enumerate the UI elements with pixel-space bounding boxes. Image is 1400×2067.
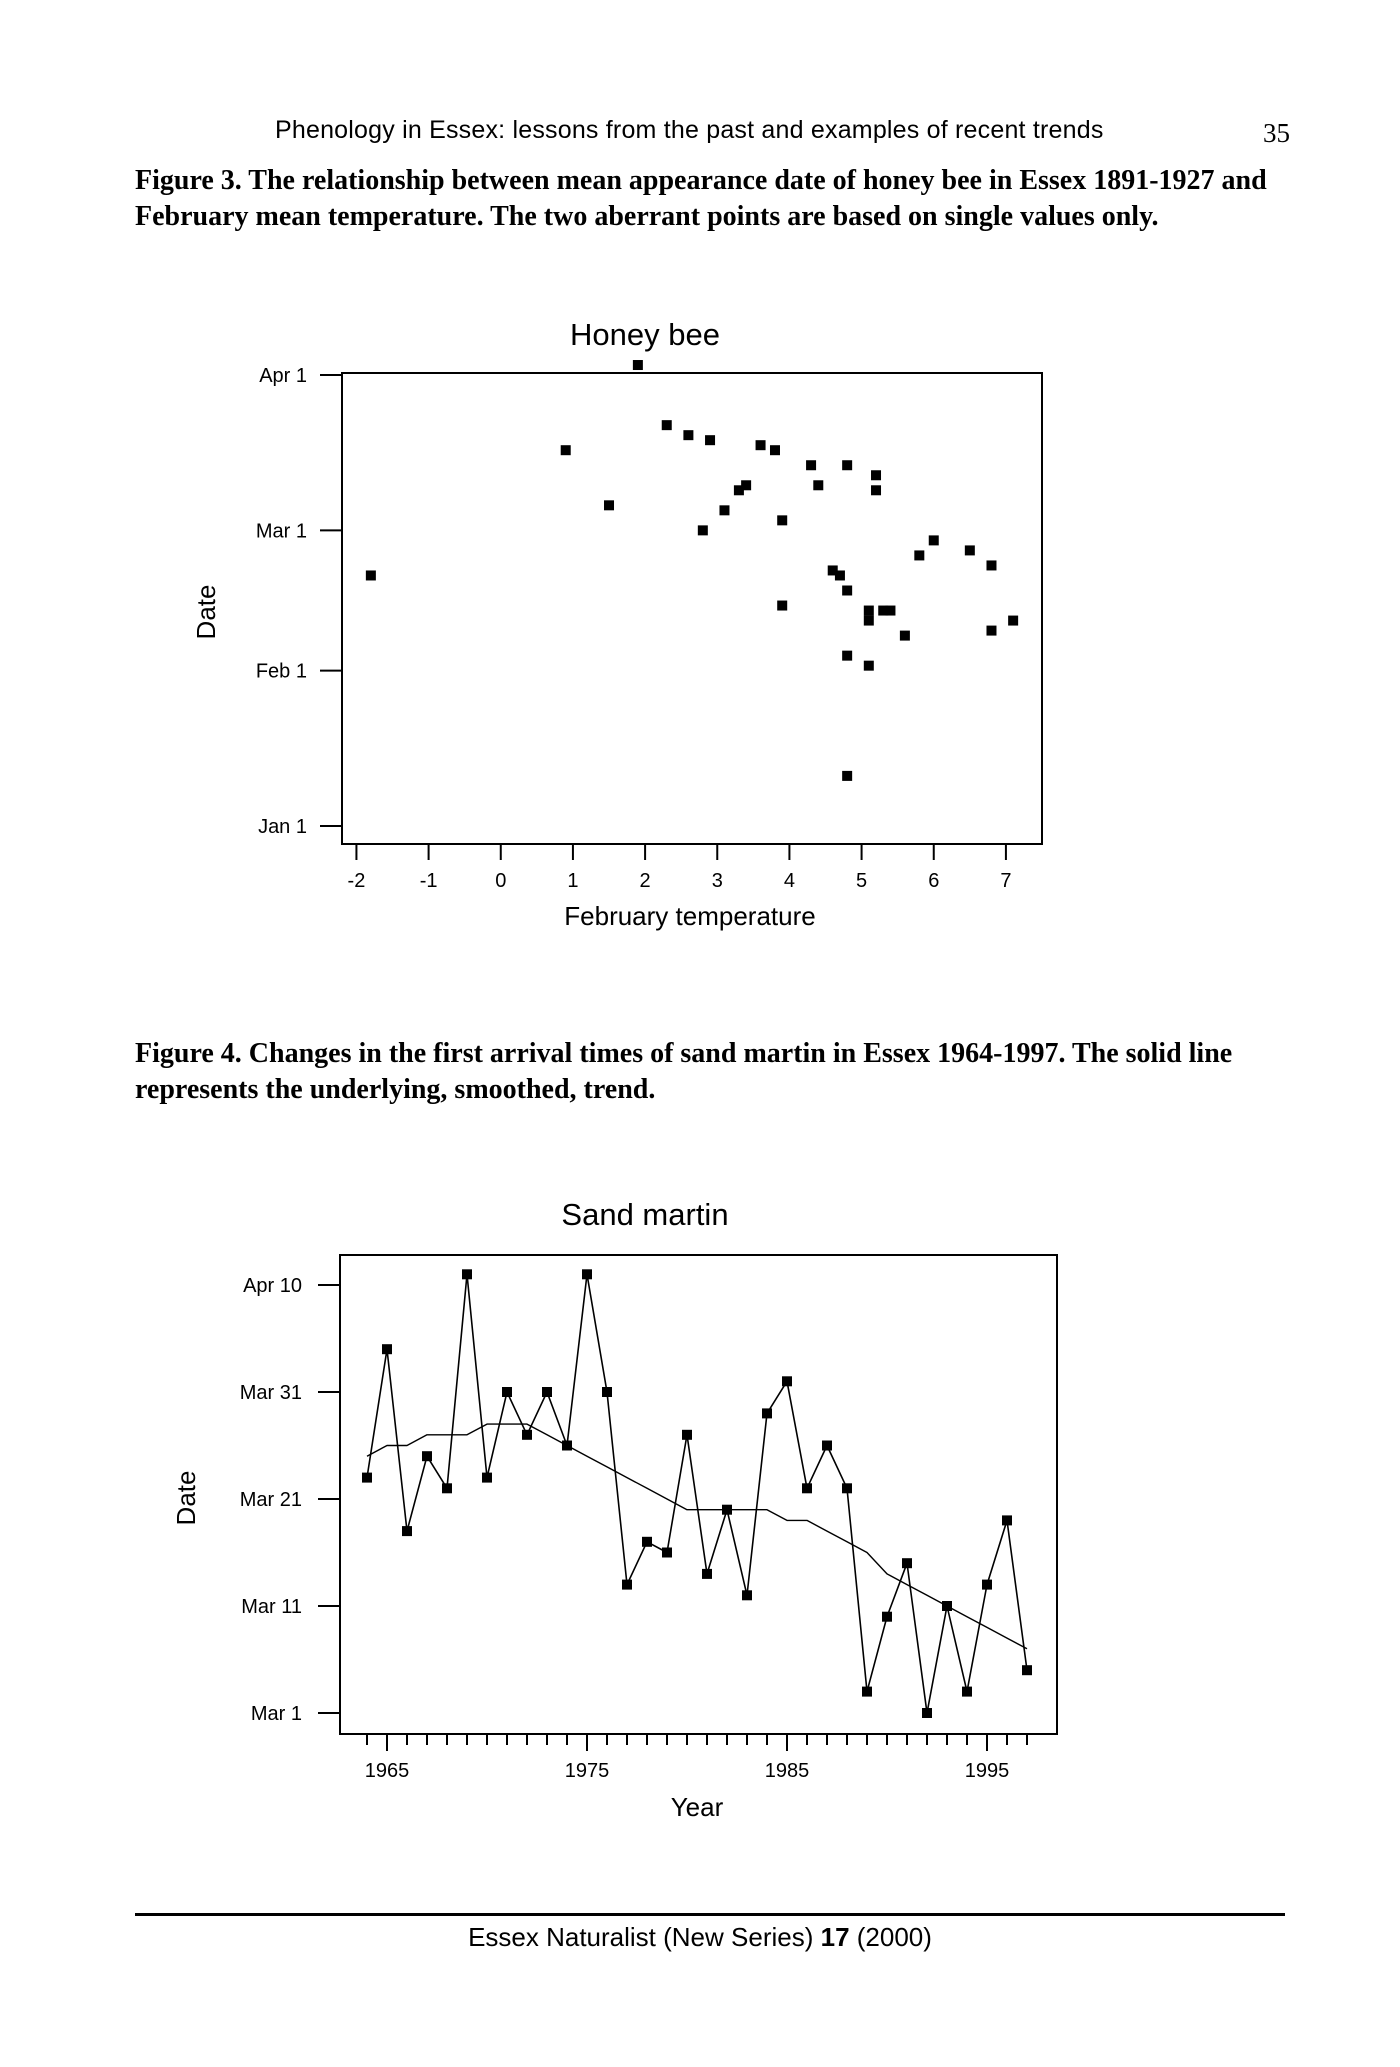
y-axis-label: Date	[171, 1470, 201, 1526]
data-point	[722, 1505, 732, 1515]
data-point	[582, 1269, 592, 1279]
chart-title: Sand martin	[561, 1197, 729, 1232]
data-point	[622, 1580, 632, 1590]
data-point	[842, 1483, 852, 1493]
x-tick-label: 1995	[964, 1760, 1010, 1782]
x-tick-label: 2	[639, 870, 651, 892]
footer-journal: Essex Naturalist (New Series)	[468, 1922, 821, 1952]
y-tick-label: Jan 1	[258, 816, 307, 838]
x-tick-label: 0	[495, 870, 507, 892]
data-point	[642, 1537, 652, 1547]
data-point	[562, 1441, 572, 1451]
data-point	[882, 1612, 892, 1622]
data-point	[662, 1548, 672, 1558]
data-point	[862, 1687, 872, 1697]
x-tick-label: 7	[1000, 870, 1012, 892]
footer-rule	[135, 1913, 1285, 1916]
data-point	[1002, 1515, 1012, 1525]
x-tick-label: 1985	[764, 1760, 810, 1782]
data-point	[682, 1430, 692, 1440]
data-point	[802, 1483, 812, 1493]
observed-series-line	[367, 1274, 1027, 1713]
data-point	[362, 1473, 372, 1483]
data-point	[922, 1708, 932, 1718]
x-axis-label: Year	[670, 1792, 724, 1822]
x-tick-label: 3	[711, 870, 723, 892]
y-tick-label: Feb 1	[255, 660, 307, 683]
data-point	[522, 1430, 532, 1440]
y-axis-label: Date	[191, 584, 221, 640]
y-tick-label: Mar 21	[239, 1489, 302, 1511]
page-number: 35	[1263, 118, 1290, 148]
figure-3-caption: Figure 3. The relationship between mean appearance date of honey bee in Essex 1891-1927 and February mean temperature. The two aberrant points are based on single values only.	[135, 165, 1267, 232]
x-tick-label: 1965	[364, 1760, 410, 1782]
data-point	[742, 1590, 752, 1600]
x-tick-label: -1	[419, 870, 438, 892]
data-point	[382, 1344, 392, 1354]
series-points	[362, 1269, 1032, 1718]
data-point	[782, 1376, 792, 1386]
x-axis	[365, 1734, 1027, 1782]
x-axis-label: February temperature	[564, 901, 816, 931]
x-tick-label: 6	[928, 870, 940, 892]
x-tick-label: 5	[856, 870, 868, 892]
data-point	[822, 1441, 832, 1451]
data-point	[942, 1601, 952, 1611]
chart-title: Honey bee	[570, 317, 720, 352]
y-axis	[240, 1275, 340, 1725]
data-point	[482, 1473, 492, 1483]
y-tick-label: Mar 11	[241, 1596, 302, 1618]
plot-frame	[340, 1255, 1057, 1734]
x-tick-label: 1	[567, 870, 579, 892]
data-point	[762, 1408, 772, 1418]
y-tick-label: Mar 1	[250, 1703, 302, 1725]
data-point	[402, 1526, 412, 1536]
data-point	[542, 1387, 552, 1397]
x-tick-label: -2	[347, 870, 366, 892]
x-tick-label: 1975	[564, 1760, 610, 1782]
y-tick-label: Apr 10	[243, 1275, 302, 1297]
footer-volume: 17	[820, 1922, 850, 1952]
data-point	[1022, 1665, 1032, 1675]
page-footer	[0, 1922, 1400, 1953]
data-point	[982, 1580, 992, 1590]
data-point	[902, 1558, 912, 1568]
x-tick-label: 4	[783, 870, 795, 892]
data-point	[442, 1483, 452, 1493]
data-point	[462, 1269, 472, 1279]
data-point	[702, 1569, 712, 1579]
data-point	[502, 1387, 512, 1397]
y-tick-label: Apr 1	[259, 365, 307, 388]
data-point	[602, 1387, 612, 1397]
trend-line	[367, 1424, 1027, 1649]
figure-4-caption: Figure 4. Changes in the first arrival times of sand martin in Essex 1964-1997. The solid line represents the underlying, smoothed, trend.	[135, 1038, 1233, 1105]
y-tick-label: Mar 1	[255, 520, 307, 543]
footer-year: (2000)	[849, 1922, 932, 1952]
y-tick-label: Mar 31	[239, 1382, 302, 1404]
running-head: Phenology in Essex: lessons from the past and examples of recent trends	[275, 116, 1104, 144]
data-point	[962, 1687, 972, 1697]
series-lines	[367, 1274, 1027, 1713]
data-point	[422, 1451, 432, 1461]
